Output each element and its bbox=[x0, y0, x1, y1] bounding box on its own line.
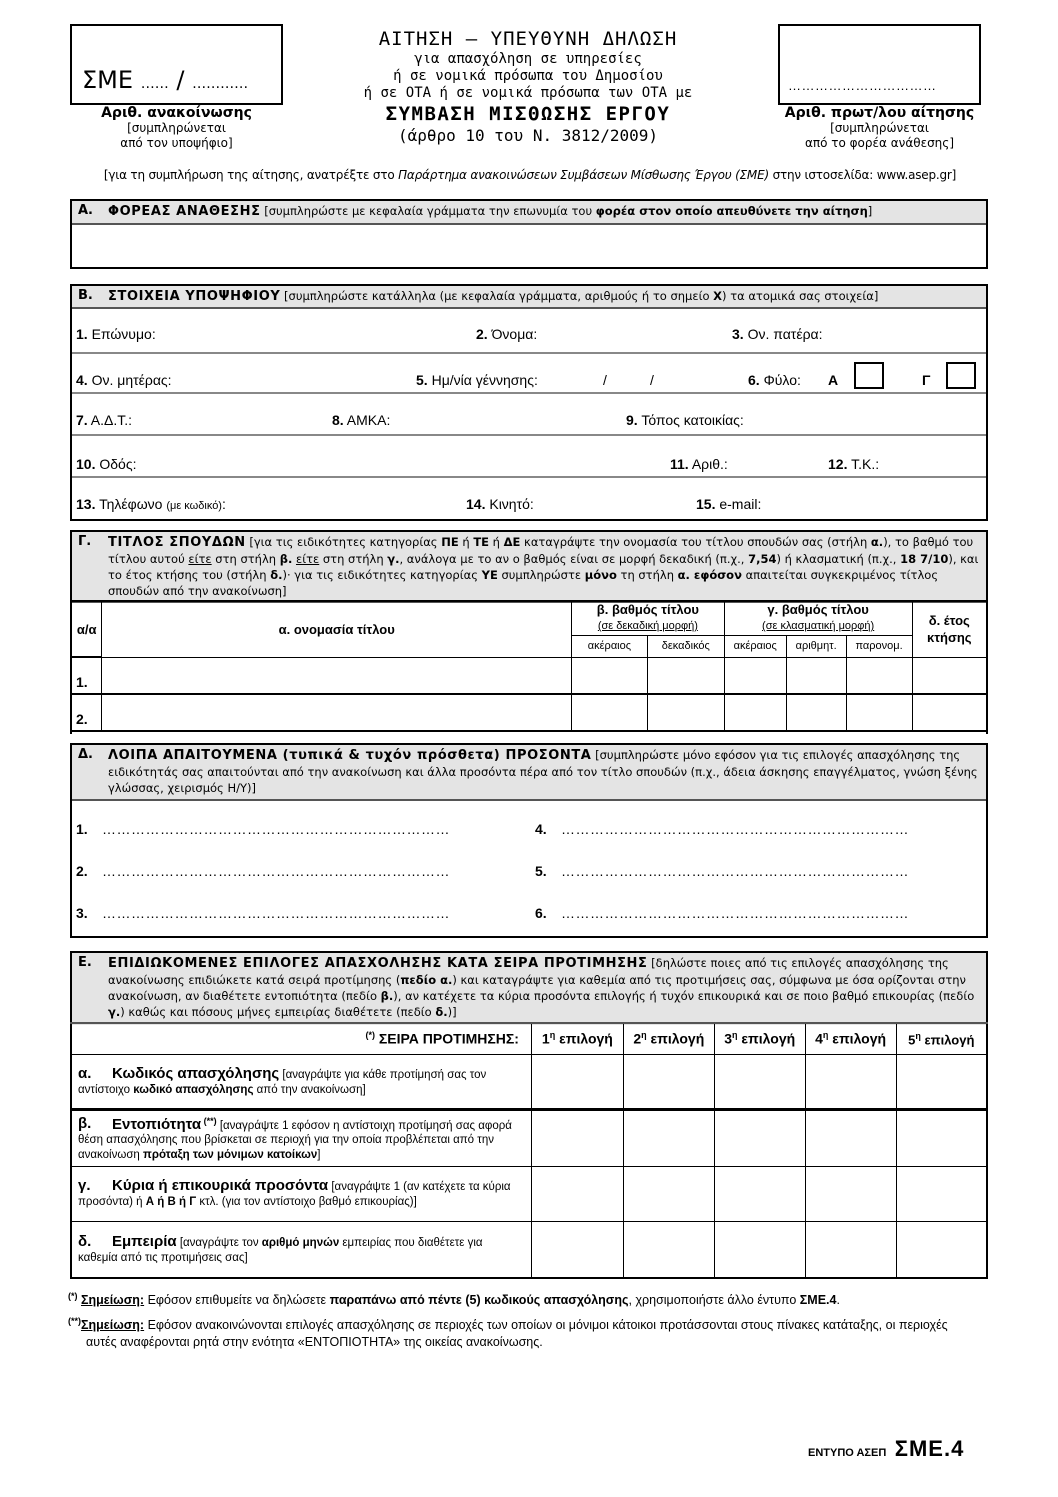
field-first-name[interactable] bbox=[476, 326, 537, 342]
field-label: Ον. πατέρα: bbox=[743, 326, 823, 342]
choice-sup: η bbox=[822, 1030, 829, 1041]
item-num: 3. bbox=[76, 905, 88, 921]
choice-sup: η bbox=[732, 1030, 738, 1041]
field-id-number[interactable] bbox=[76, 412, 132, 428]
note-part: δ. bbox=[435, 1005, 448, 1019]
preferences-table bbox=[70, 1022, 988, 1279]
section-c-header bbox=[72, 532, 986, 603]
section-b-letter: Β. bbox=[78, 288, 93, 303]
year-input[interactable] bbox=[912, 694, 987, 731]
section-b-note-end: ) τα ατομικά σας στοιχεία] bbox=[722, 289, 879, 303]
note-label: Σημείωση: bbox=[80, 1293, 145, 1308]
row-letter: δ. bbox=[78, 1232, 92, 1250]
row-note-bold: κωδικό απασχόλησης bbox=[133, 1084, 254, 1096]
row-note-end: ] bbox=[317, 1149, 321, 1162]
form-subtitle-1: για απασχόληση σε υπηρεσίες bbox=[414, 51, 642, 67]
row-divider bbox=[72, 476, 986, 478]
field-residence[interactable] bbox=[626, 412, 744, 428]
fraction-integer-input[interactable] bbox=[724, 657, 786, 694]
row-title: Κωδικός απασχόλησης bbox=[112, 1065, 280, 1082]
row-label-employment-code bbox=[71, 1054, 531, 1109]
col-header-year: δ. έτος κτήσης bbox=[912, 601, 987, 657]
table-row bbox=[71, 1109, 987, 1167]
row-title: Κύρια ή επικουρικά προσόντα bbox=[112, 1177, 329, 1195]
education-table bbox=[70, 600, 988, 732]
section-a-header bbox=[72, 201, 986, 225]
choice-header-3 bbox=[714, 1023, 805, 1054]
table-row bbox=[71, 1054, 987, 1109]
section-c-text bbox=[108, 534, 980, 599]
field-num: 14. bbox=[466, 496, 486, 512]
col-header-decimal-grade-sub: (σε δεκαδική μορφή) bbox=[597, 620, 698, 633]
note-2 bbox=[68, 1313, 966, 1351]
item-num: 5. bbox=[535, 863, 547, 879]
date-separator-1: / bbox=[603, 372, 607, 388]
protocol-number-box[interactable] bbox=[778, 24, 981, 105]
note-part: )] bbox=[447, 1005, 457, 1019]
item-num: 6. bbox=[535, 905, 547, 921]
section-a-letter: Α. bbox=[78, 203, 93, 218]
row-divider bbox=[72, 352, 986, 354]
subcol-b-integer: ακέραιος bbox=[571, 635, 647, 657]
field-label: Τ.Κ.: bbox=[847, 456, 880, 472]
field-surname[interactable] bbox=[76, 326, 156, 342]
locality-input-3[interactable] bbox=[714, 1109, 805, 1167]
row-note-bold: αριθμό μηνών bbox=[261, 1236, 340, 1249]
field-num: 5. bbox=[416, 372, 428, 388]
fraction-integer-input[interactable] bbox=[724, 694, 786, 731]
choice-header-4 bbox=[805, 1023, 896, 1054]
row-note-bold: πρόταξη των μόνιμων κατοίκων bbox=[143, 1149, 318, 1162]
row-note: [αναγράψτε για κάθε προτίμησή σας τον αντίστοιχο bbox=[78, 1069, 487, 1096]
row-label-experience bbox=[71, 1222, 531, 1278]
employment-code-input-2[interactable] bbox=[623, 1054, 714, 1109]
col-header-fraction-grade bbox=[724, 601, 912, 635]
order-label-text: ΣΕΙΡΑ ΠΡΟΤΙΜΗΣΗΣ: bbox=[378, 1031, 519, 1048]
locality-input-2[interactable] bbox=[623, 1109, 714, 1167]
dots: ……………………………………………………………… bbox=[102, 863, 450, 879]
note-part: καταγράψτε την ονομασία του τίτλου σπουδών σας (στήλη bbox=[520, 535, 871, 549]
contracting-body-input[interactable] bbox=[72, 225, 986, 267]
note-part: β. bbox=[279, 552, 293, 566]
year-input[interactable] bbox=[912, 657, 987, 694]
section-a-note-bold: φορέα στον οποίο απευθύνετε την αίτηση bbox=[595, 204, 868, 218]
degree-title-input[interactable] bbox=[102, 657, 572, 694]
instructions-pre: [για τη συμπλήρωση της αίτησης, ανατρέξτε στο bbox=[103, 168, 399, 182]
field-label: Τόπος κατοικίας: bbox=[637, 412, 744, 428]
row-note-end: κτλ. (για τον αντίστοιχο βαθμό επικουρίας)] bbox=[196, 1196, 417, 1209]
form-code: ΣΜΕ.4 bbox=[894, 1436, 965, 1461]
field-label: Α.Δ.Τ.: bbox=[87, 412, 133, 428]
choice-header-1 bbox=[531, 1023, 623, 1054]
form-title: ΑΙΤΗΣΗ – ΥΠΕΥΘΥΝΗ ΔΗΛΩΣΗ bbox=[378, 28, 678, 50]
note-text: Εφόσον ανακοινώνονται επιλογές απασχόλησης σε περιοχές των οποίων οι μόνιμοι κάτοικοι προτάσσονται στους πίνακες κατάταξης, οι περιοχές αυτές αναφέρονται ρητά στην ενότητα «ΕΝΤΟΠΙΟΤΗΤΑ» της οικείας ανακοίνωσης. bbox=[86, 1318, 948, 1350]
note-part: ΔΕ bbox=[503, 535, 521, 549]
field-label: ΑΜΚΑ: bbox=[343, 412, 391, 428]
qualification-input-4[interactable] bbox=[805, 1167, 896, 1222]
section-d-note: [συμπληρώστε μόνο εφόσον για τις επιλογές απασχόλησης της ειδικότητάς σας απαιτούνται από την ανακοίνωση και άλλα προσόντα πέρα από τον τίτλο σπουδών (π.χ., άδεια άσκησης επαγγέλματος, γνώση ξένης γλώσσας, χειρισμός Η/Υ)] bbox=[108, 748, 978, 795]
protocol-caption bbox=[768, 106, 991, 151]
choice-header-5 bbox=[896, 1023, 987, 1054]
note-part: ), και το έτος κτήσης του (στήλη bbox=[108, 552, 979, 582]
field-father-name[interactable] bbox=[732, 326, 823, 342]
choice-n: 2 bbox=[633, 1031, 642, 1048]
field-label: Όνομα: bbox=[487, 326, 538, 342]
row-divider bbox=[72, 392, 986, 394]
note-label: Σημείωση: bbox=[81, 1318, 145, 1333]
choice-sup: η bbox=[549, 1030, 556, 1041]
section-b-note: [συμπληρώστε κατάλληλα (με κεφαλαία γράμματα, αριθμούς ή το σημείο bbox=[280, 289, 714, 303]
table-row bbox=[71, 1167, 987, 1222]
col-header-decimal-grade-title: β. βαθμός τίτλου bbox=[596, 602, 699, 618]
dots: ……………………………………………………………… bbox=[102, 905, 450, 921]
announcement-caption-line2: από τον υποψήφιο] bbox=[120, 136, 233, 150]
note-part: ΠΕ bbox=[441, 535, 459, 549]
row-letter: β. bbox=[78, 1115, 92, 1133]
note-part: είτε bbox=[188, 552, 212, 566]
table-row bbox=[71, 694, 987, 731]
subcol-g-numerator: αριθμητ. bbox=[786, 635, 846, 657]
qualification-line-6[interactable] bbox=[535, 905, 981, 921]
row-number: 1. bbox=[71, 657, 102, 694]
note-part: ), αν κατέχετε τα κύρια προσόντα επιλογής ή τυχόν επικουρικά και σε ποιο βαθμό επικουρίας (πεδίο bbox=[393, 989, 975, 1003]
form-title-block bbox=[300, 28, 756, 146]
row-note: [αναγράψτε τον bbox=[176, 1236, 262, 1249]
subcol-g-denominator: παρονομ. bbox=[846, 635, 912, 657]
field-label: Τηλέφωνο bbox=[95, 496, 167, 512]
note-text: Εφόσον επιθυμείτε να δηλώσετε bbox=[144, 1293, 330, 1308]
row-sup: (**) bbox=[201, 1115, 217, 1126]
sme-dots-2: ………… bbox=[192, 76, 249, 92]
note-part: α. εφόσον bbox=[677, 568, 742, 582]
gender-male-checkbox[interactable] bbox=[854, 362, 884, 389]
announcement-caption bbox=[60, 106, 293, 151]
item-num: 2. bbox=[76, 863, 88, 879]
note-bold: παραπάνω από πέντε (5) κωδικούς απασχόλησης bbox=[329, 1293, 629, 1308]
choice-n: 5 bbox=[908, 1031, 916, 1047]
field-label: Επώνυμο: bbox=[87, 326, 156, 342]
row-label-qualifications bbox=[71, 1167, 531, 1222]
section-a-contracting-body bbox=[70, 199, 988, 269]
protocol-dots: …………………………… bbox=[788, 78, 937, 93]
field-label: Αριθ.: bbox=[688, 456, 728, 472]
note-part: πεδίο α. bbox=[400, 973, 453, 987]
col-header-decimal-grade bbox=[571, 601, 724, 635]
col-header-aa: α/α bbox=[71, 601, 102, 657]
field-num: 11. bbox=[670, 456, 689, 472]
locality-input-4[interactable] bbox=[805, 1109, 896, 1167]
note-part: β. bbox=[380, 989, 394, 1003]
protocol-caption-line1: [συμπληρώνεται bbox=[830, 121, 929, 135]
row-divider bbox=[72, 434, 986, 436]
note-part: [για τις ειδικότητες κατηγορίας bbox=[245, 535, 442, 549]
section-a-title: ΦΟΡΕΑΣ ΑΝΑΘΕΣΗΣ bbox=[108, 204, 261, 219]
field-num: 4. bbox=[76, 372, 88, 388]
choice-label: επιλογή bbox=[646, 1031, 705, 1048]
fraction-numerator-input[interactable] bbox=[786, 657, 846, 694]
note-part: δ. bbox=[270, 568, 283, 582]
field-num: 9. bbox=[626, 412, 638, 428]
note-part: είτε bbox=[295, 552, 320, 566]
dots: ……………………………………………………………… bbox=[561, 863, 909, 879]
field-street[interactable] bbox=[76, 456, 136, 472]
item-num: 4. bbox=[535, 821, 547, 837]
decimal-fraction-input[interactable] bbox=[647, 694, 724, 731]
experience-input-3[interactable] bbox=[714, 1222, 805, 1278]
contract-title: ΣΥΜΒΑΣΗ ΜΙΣΘΩΣΗΣ ΕΡΓΟΥ bbox=[385, 103, 671, 125]
choice-label: επιλογή bbox=[555, 1031, 613, 1048]
qualification-input-2[interactable] bbox=[623, 1167, 714, 1222]
section-c-title: ΤΙΤΛΟΣ ΣΠΟΥΔΩΝ bbox=[108, 535, 246, 550]
gender-male-label: Α bbox=[828, 372, 839, 388]
form-label: ΕΝΤΥΠΟ ΑΣΕΠ bbox=[808, 1447, 887, 1459]
form-subtitle-3: ή σε ΟΤΑ ή σε νομικά πρόσωπα των ΟΤΑ με bbox=[363, 85, 693, 101]
date-separator-2: / bbox=[650, 372, 654, 388]
row-label-locality bbox=[71, 1109, 531, 1167]
instructions-post: στην ιστοσελίδα: www.asep.gr] bbox=[768, 168, 957, 182]
note-mark: (**) bbox=[68, 1316, 81, 1326]
choice-sup: η bbox=[641, 1030, 647, 1041]
row-letter: γ. bbox=[78, 1177, 91, 1195]
section-d-header bbox=[72, 745, 986, 801]
field-label: Ημ/νία γέννησης: bbox=[427, 372, 538, 388]
employment-code-input-3[interactable] bbox=[714, 1054, 805, 1109]
choice-sup: η bbox=[915, 1030, 921, 1041]
field-label: Οδός: bbox=[95, 456, 137, 472]
qualification-line-2[interactable] bbox=[76, 863, 512, 879]
fraction-denominator-input[interactable] bbox=[846, 694, 912, 731]
qualification-input-3[interactable] bbox=[714, 1167, 805, 1222]
choice-label: επιλογή bbox=[737, 1031, 796, 1048]
qualification-line-4[interactable] bbox=[535, 821, 981, 837]
choice-header-2 bbox=[623, 1023, 714, 1054]
note-text-end: . bbox=[836, 1293, 840, 1308]
experience-input-2[interactable] bbox=[623, 1222, 714, 1278]
col-header-fraction-grade-sub: (σε κλασματική μορφή) bbox=[762, 620, 875, 633]
locality-input-5[interactable] bbox=[896, 1109, 987, 1167]
table-row bbox=[71, 1222, 987, 1278]
field-num: 3. bbox=[732, 326, 744, 342]
announcement-caption-line1: [συμπληρώνεται bbox=[127, 121, 226, 135]
row-title: Εμπειρία bbox=[112, 1232, 177, 1250]
field-num: 15. bbox=[696, 496, 716, 512]
row-letter: α. bbox=[78, 1065, 92, 1082]
qualification-line-1[interactable] bbox=[76, 821, 512, 837]
note-part: 18 7/10 bbox=[900, 552, 949, 566]
law-reference: (άρθρο 10 του Ν. 3812/2009) bbox=[397, 126, 659, 145]
degree-title-input[interactable] bbox=[102, 694, 572, 731]
field-label: e-mail: bbox=[715, 496, 762, 512]
order-label bbox=[71, 1023, 531, 1054]
field-num: 2. bbox=[476, 326, 488, 342]
field-birth-date[interactable] bbox=[416, 372, 538, 388]
note-part: ) καθώς και πόσους μήνες εμπειρίας διαθέτετε (πεδίο bbox=[120, 1005, 436, 1019]
field-label: Κινητό: bbox=[485, 496, 534, 512]
sme-prefix: ΣΜΕ bbox=[82, 66, 134, 94]
note-part: , ανάλογα με το αν ο βαθμός είναι σε μορφή δεκαδική (π.χ., bbox=[399, 552, 749, 566]
field-street-number[interactable] bbox=[670, 456, 728, 472]
qualification-input-1[interactable] bbox=[531, 1167, 623, 1222]
note-part: γ. bbox=[108, 1005, 121, 1019]
sme-slash: / bbox=[176, 66, 185, 94]
employment-code-input-4[interactable] bbox=[805, 1054, 896, 1109]
field-num: 8. bbox=[332, 412, 344, 428]
section-b-note-bold: Χ bbox=[713, 289, 723, 303]
note-part: συμπληρώστε bbox=[497, 568, 585, 582]
fraction-numerator-input[interactable] bbox=[786, 694, 846, 731]
gender-female-label: Γ bbox=[922, 372, 931, 388]
choice-n: 4 bbox=[815, 1031, 823, 1048]
note-part: γ. bbox=[387, 552, 400, 566]
note-part: απαιτείται συγκεκριμένος τίτλος σπουδών από την ανακοίνωση] bbox=[108, 568, 939, 598]
field-num: 7. bbox=[76, 412, 88, 428]
field-label: Ον. μητέρας: bbox=[87, 372, 172, 388]
experience-input-4[interactable] bbox=[805, 1222, 896, 1278]
gender-female-checkbox[interactable] bbox=[946, 362, 976, 389]
field-amka[interactable] bbox=[332, 412, 390, 428]
row-title: Εντοπιότητα bbox=[112, 1115, 202, 1133]
table-row bbox=[71, 657, 987, 694]
instructions-line bbox=[60, 168, 1000, 182]
note-part: [δηλώστε ποιες από τις επιλογές απασχόλησης της ανακοίνωσης επιδιώκετε κατά σειρά προτίμησης ( bbox=[108, 956, 949, 987]
dots: ……………………………………………………………… bbox=[102, 821, 450, 837]
row-note-end: από την ανακοίνωση] bbox=[253, 1084, 366, 1096]
employment-code-input-5[interactable] bbox=[896, 1054, 987, 1109]
field-label-small: (με κωδικό) bbox=[166, 500, 222, 512]
field-num: 12. bbox=[828, 456, 848, 472]
section-d-title: ΛΟΙΠΑ ΑΠΑΙΤΟΥΜΕΝΑ (τυπικά & τυχόν πρόσθετα) ΠΡΟΣΟΝΤΑ bbox=[108, 748, 592, 763]
dots: ……………………………………………………………… bbox=[561, 905, 909, 921]
row-note: [αναγράψτε 1 (αν κατέχετε τα κύρια προσόντα) ή bbox=[78, 1181, 511, 1209]
note-bold-2: ΣΜΕ.4 bbox=[799, 1293, 837, 1308]
note-part: ) ή κλασματική (π.χ., bbox=[776, 552, 901, 566]
note-part: ), το βαθμό του τίτλου αυτού bbox=[108, 535, 974, 566]
row-number: 2. bbox=[71, 694, 102, 731]
qualification-input-5[interactable] bbox=[896, 1167, 987, 1222]
decimal-integer-input[interactable] bbox=[571, 657, 647, 694]
experience-input-1[interactable] bbox=[531, 1222, 623, 1278]
qualification-line-3[interactable] bbox=[76, 905, 512, 921]
field-phone[interactable] bbox=[76, 496, 226, 512]
choice-n: 3 bbox=[724, 1031, 733, 1048]
note-part: α. bbox=[870, 535, 884, 549]
field-label-colon: : bbox=[221, 496, 226, 512]
note-part: ή bbox=[489, 535, 504, 549]
field-num: 1. bbox=[76, 326, 88, 342]
field-email[interactable] bbox=[696, 496, 761, 512]
sme-dots-1: …… bbox=[140, 76, 169, 92]
section-a-note-end: ] bbox=[867, 204, 873, 218]
section-b-header bbox=[72, 286, 986, 309]
qualification-line-5[interactable] bbox=[535, 863, 981, 879]
note-text-mid: , χρησιμοποιήστε άλλο έντυπο bbox=[628, 1293, 800, 1308]
employment-code-input-1[interactable] bbox=[531, 1054, 623, 1109]
section-e-letter: Ε. bbox=[78, 955, 92, 970]
note-part: ή bbox=[458, 535, 474, 549]
row-note-bold: Α ή Β ή Γ bbox=[145, 1196, 197, 1209]
section-c-letter: Γ. bbox=[78, 534, 92, 549]
announcement-number-box[interactable] bbox=[70, 24, 283, 105]
section-b-title: ΣΤΟΙΧΕΙΑ ΥΠΟΨΗΦΙΟΥ bbox=[108, 289, 281, 304]
note-part: ) και καταγράψτε για καθεμία από τις προτιμήσεις σας, σύμφωνα με όσα ορίζονται στην ανακοίνωση, αν διαθέτετε εντοπιότητα (πεδίο bbox=[108, 973, 966, 1003]
dots: ……………………………………………………………… bbox=[561, 821, 909, 837]
protocol-caption-line2: από το φορέα ανάθεσης] bbox=[804, 136, 955, 150]
field-num: 6. bbox=[748, 372, 760, 388]
section-b-candidate-details bbox=[70, 284, 988, 521]
note-part: στη στήλη bbox=[211, 552, 280, 566]
field-mobile[interactable] bbox=[466, 496, 534, 512]
field-gender bbox=[748, 372, 801, 388]
experience-input-5[interactable] bbox=[896, 1222, 987, 1278]
section-a-note: [συμπληρώστε με κεφαλαία γράμματα την επωνυμία του bbox=[260, 204, 596, 218]
note-part: ΤΕ bbox=[473, 535, 490, 549]
field-postal-code[interactable] bbox=[828, 456, 879, 472]
section-d-other-qualifications bbox=[70, 743, 988, 938]
col-header-fraction-grade-title: γ. βαθμός τίτλου bbox=[767, 602, 869, 618]
col-header-title: α. ονομασία τίτλου bbox=[102, 601, 572, 657]
item-num: 1. bbox=[76, 821, 88, 837]
note-part: τη στήλη bbox=[616, 568, 678, 582]
fraction-denominator-input[interactable] bbox=[846, 657, 912, 694]
section-e-preferences bbox=[70, 951, 988, 1023]
form-footer bbox=[808, 1436, 964, 1462]
field-num: 13. bbox=[76, 496, 96, 512]
row-note-end: εμπειρίας που διαθέτετε για καθεμία από τις προτιμήσεις σας] bbox=[78, 1236, 483, 1264]
row-note: [αναγράψτε 1 εφόσον η αντίστοιχη προτίμησή σας αφορά θέση απασχόλησης που βρίσκεται σε περιοχή για την οποία προβλέπεται από την ανακοίνωση bbox=[78, 1119, 512, 1162]
section-e-title: ΕΠΙΔΙΩΚΟΜΕΝΕΣ ΕΠΙΛΟΓΕΣ ΑΠΑΣΧΟΛΗΣΗΣ ΚΑΤΑ ΣΕΙΡΑ ΠΡΟΤΙΜΗΣΗΣ bbox=[108, 956, 648, 971]
choice-n: 1 bbox=[541, 1031, 550, 1048]
note-1 bbox=[68, 1288, 988, 1309]
order-label-sup: (*) bbox=[365, 1030, 375, 1041]
choice-label: επιλογή bbox=[828, 1031, 887, 1048]
field-label: Φύλο: bbox=[759, 372, 801, 388]
announcement-caption-title: Αριθ. ανακοίνωσης bbox=[101, 105, 252, 121]
subcol-g-integer: ακέραιος bbox=[724, 635, 786, 657]
section-e-header bbox=[72, 953, 986, 1025]
note-part: ΥΕ bbox=[481, 568, 498, 582]
decimal-fraction-input[interactable] bbox=[647, 657, 724, 694]
instructions-annex-link: Παράρτημα ανακοινώσεων Συμβάσεων Μίσθωσης Έργου (ΣΜΕ) bbox=[398, 168, 769, 182]
note-part: )· για τις ειδικότητες κατηγορίας bbox=[282, 568, 482, 582]
protocol-caption-title: Αριθ. πρωτ/λου αίτησης bbox=[784, 105, 975, 121]
decimal-integer-input[interactable] bbox=[571, 694, 647, 731]
form-subtitle-2: ή σε νομικά πρόσωπα του Δημοσίου bbox=[393, 68, 663, 84]
section-d-letter: Δ. bbox=[78, 747, 93, 762]
field-num: 10. bbox=[76, 456, 96, 472]
locality-input-1[interactable] bbox=[531, 1109, 623, 1167]
note-part: μόνο bbox=[584, 568, 617, 582]
field-mother-name[interactable] bbox=[76, 372, 172, 388]
subcol-b-decimal: δεκαδικός bbox=[647, 635, 724, 657]
note-part: 7,54 bbox=[748, 552, 777, 566]
note-part: στη στήλη bbox=[319, 552, 388, 566]
choice-label: επιλογή bbox=[920, 1031, 975, 1047]
note-mark: (*) bbox=[68, 1291, 78, 1301]
